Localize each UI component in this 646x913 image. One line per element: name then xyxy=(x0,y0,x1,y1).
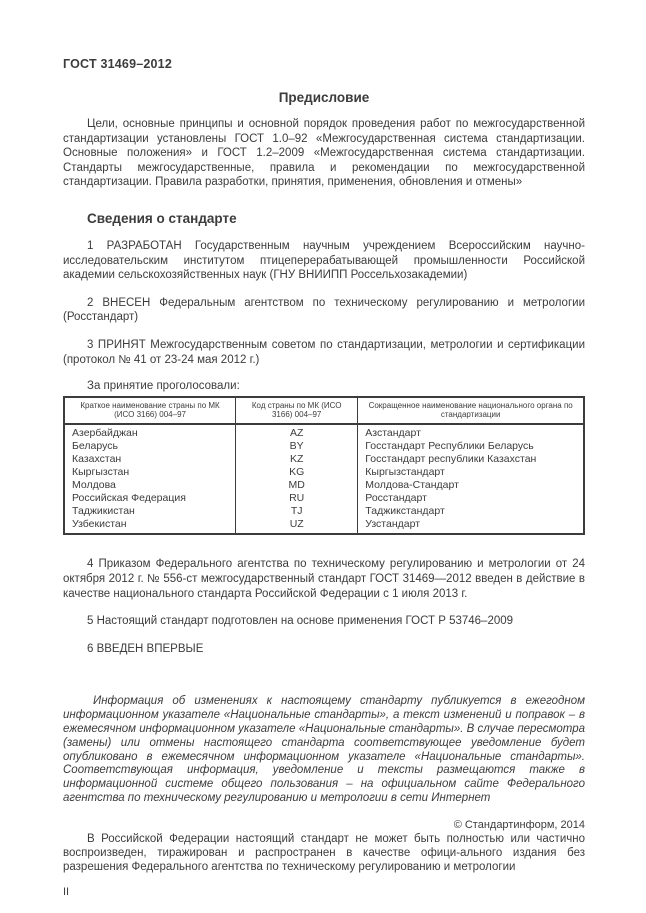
clause-enacted: 4 Приказом Федерального агентства по техническому регулированию и метрологии от 24 октября 2012 г. № 556-ст межгосударственный стандарт ГОСТ 31469—2012 введен в действие в качестве национального стандарта Российской Федерации с 1 июля 2013 г. xyxy=(63,558,585,600)
body-cell: Росстандарт xyxy=(358,492,584,505)
table-row xyxy=(64,440,584,453)
column-header-code: Код страны по МК (ИСО 3166) 004–97 xyxy=(236,397,358,424)
column-header-country: Краткое наименование страны по МК (ИСО 3166) 004–97 xyxy=(64,397,236,424)
copyright-notice: © Стандартинформ, 2014 xyxy=(453,818,585,831)
page-title: Предисловие xyxy=(278,90,370,105)
body-cell: Госстандарт Республики Беларусь xyxy=(358,440,584,453)
clause-developed: 1 РАЗРАБОТАН Государственным научным учреждением Всероссийским научно-исследовательским институтом птицеперерабатывающей промышленности Российской академии сельскохозяйственных наук (ГНУ ВНИИПП Россельхозакадемии) xyxy=(63,239,585,282)
code-cell: AZ xyxy=(236,424,358,440)
vote-table xyxy=(63,396,585,536)
body-cell: Азстандарт xyxy=(358,424,584,440)
table-row xyxy=(64,492,584,505)
intro-paragraph: Цели, основные принципы и основной порядок проведения работ по межгосударственной стандартизации установлены ГОСТ 1.0–92 «Межгосударственная система стандартизации. Основные положения» и ГОСТ 1.2–2009 «Межгосударственная система стандартизации. Стандарты межгосударственные, правила и рекомендации по межгосударственной стандартизации. Правила разработки, принятия, применения, обновления и отмены» xyxy=(63,118,585,189)
country-cell: Молдова xyxy=(72,479,116,492)
table-row xyxy=(64,453,584,466)
body-cell: Госстандарт республики Казахстан xyxy=(358,453,584,466)
country-cell: Беларусь xyxy=(72,439,118,452)
code-cell: KG xyxy=(236,466,358,479)
code-cell: RU xyxy=(236,492,358,505)
country-cell: Кыргызстан xyxy=(72,466,130,478)
country-cell: Таджикистан xyxy=(72,505,135,518)
column-header-body: Сокращенное наименование национального органа по стандартизации xyxy=(358,397,584,424)
code-cell: BY xyxy=(236,440,358,453)
code-cell: TJ xyxy=(236,505,358,518)
body-cell: Таджикстандарт xyxy=(358,505,584,518)
code-cell: MD xyxy=(236,479,358,492)
country-cell: Казахстан xyxy=(72,452,122,465)
table-row xyxy=(64,466,584,479)
clause-adopted: 3 ПРИНЯТ Межгосударственным советом по стандартизации, метрологии и сертификации (протокол № 41 от 23-24 мая 2012 г.) xyxy=(63,338,585,366)
country-cell: Российская Федерация xyxy=(72,492,186,505)
body-cell: Молдова-Стандарт xyxy=(358,479,584,492)
body-cell: Кыргызстандарт xyxy=(358,466,584,479)
table-row xyxy=(64,479,584,492)
body-cell: Узстандарт xyxy=(358,518,584,534)
code-cell: KZ xyxy=(236,453,358,466)
clause-first-introduced: 6 ВВЕДЕН ВПЕРВЫЕ xyxy=(87,642,204,655)
amendments-notice: Информация об изменениях к настоящему стандарту публикуется в ежегодном информационном указателе «Национальные стандарты», а текст изменений и поправок – в ежемесячном информационном указателе «Национальные стандарты». В случае пересмотра (замены) или отмены настоящего стандарта соответствующее уведомление будет опубликовано в ежемесячном информационном указателе «Национальные стандарты». Соответствующая информация, уведомление и тексты размещаются также в информационной системе общего пользования – на официальном сайте Федерального агентства по техническому регулированию и метрологии в сети Интернет xyxy=(63,695,585,805)
code-cell: UZ xyxy=(236,518,358,534)
table-row xyxy=(64,424,584,440)
reproduction-restriction: В Российской Федерации настоящий стандарт не может быть полностью или частично воспроизведен, тиражирован и распространен в качестве офици-ального издания без разрешения Федерального агентства по техническому регулированию и метрологии xyxy=(63,832,585,874)
vote-table-caption: За принятие проголосовали: xyxy=(87,380,240,393)
standard-designation: ГОСТ 31469–2012 xyxy=(63,57,172,71)
vote-table-header-row xyxy=(64,397,584,424)
clause-basis: 5 Настоящий стандарт подготовлен на основе применения ГОСТ Р 53746–2009 xyxy=(87,615,514,628)
country-cell: Азербайджан xyxy=(72,426,138,439)
table-row xyxy=(64,505,584,518)
country-cell: Узбекистан xyxy=(72,518,127,531)
clause-submitted: 2 ВНЕСЕН Федеральным агентством по техническому регулированию и метрологии (Росстандарт) xyxy=(63,296,585,324)
page-number: II xyxy=(63,885,70,898)
table-row xyxy=(64,518,584,534)
section-heading-standard-info: Сведения о стандарте xyxy=(87,210,237,226)
